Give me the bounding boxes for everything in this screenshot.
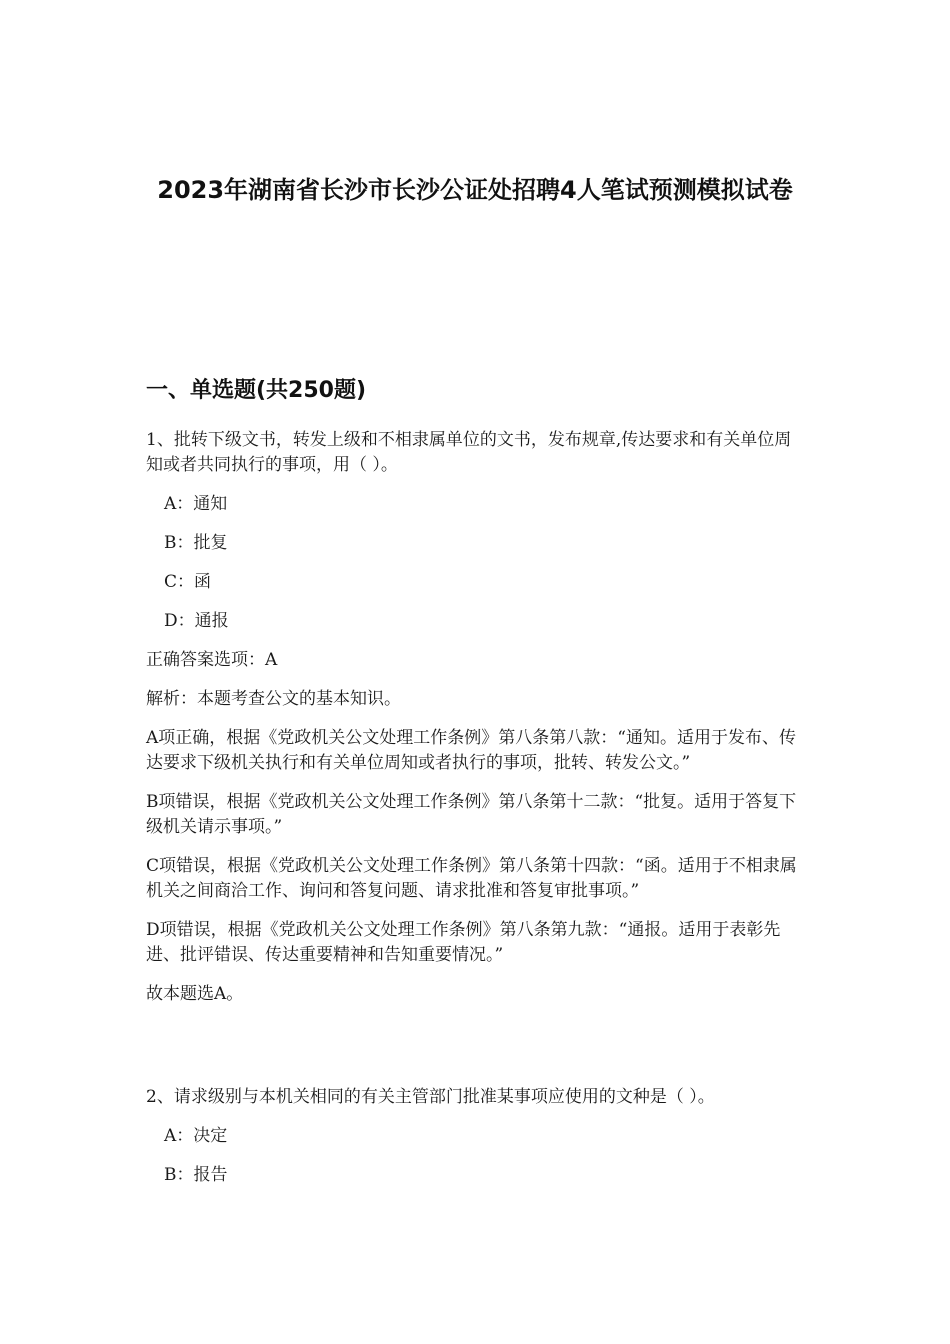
analysis-intro: 解析：本题考查公文的基本知识。 xyxy=(146,689,401,709)
option-a: A：决定 xyxy=(164,1126,228,1146)
document-title: 2023年湖南省长沙市长沙公证处招聘4人笔试预测模拟试卷 xyxy=(157,176,793,204)
question-stem: 2、请求级别与本机关相同的有关主管部门批准某事项应使用的文种是（ ）。 xyxy=(146,1087,715,1107)
analysis-option-a: A项正确，根据《党政机关公文处理工作条例》第八条第八款：“通知。适用于发布、传达要求下级机关执行和有关单位周知或者执行的事项，批转、转发公文。” xyxy=(146,728,796,773)
question-2 xyxy=(146,1085,806,1188)
option-b: B：批复 xyxy=(164,533,228,553)
analysis-option-b: B项错误，根据《党政机关公文处理工作条例》第八条第十二款：“批复。适用于答复下级机关请示事项。” xyxy=(146,792,797,837)
question-list xyxy=(146,428,806,1202)
option-a: A：通知 xyxy=(164,494,228,514)
option-c: C：函 xyxy=(164,572,212,592)
question-spacer xyxy=(146,1021,806,1085)
option-d: D：通报 xyxy=(164,611,229,631)
correct-answer: 正确答案选项：A xyxy=(146,650,278,670)
analysis-option-d: D项错误，根据《党政机关公文处理工作条例》第八条第九款：“通报。适用于表彰先进、批评错误、传达重要精神和告知重要情况。” xyxy=(146,920,781,965)
question-1 xyxy=(146,428,806,1007)
option-b: B：报告 xyxy=(164,1165,228,1185)
analysis-conclusion: 故本题选A。 xyxy=(146,984,244,1004)
analysis-option-c: C项错误，根据《党政机关公文处理工作条例》第八条第十四款：“函。适用于不相隶属机关之间商洽工作、询问和答复问题、请求批准和答复审批事项。” xyxy=(146,856,797,901)
question-stem: 1、批转下级文书，转发上级和不相隶属单位的文书，发布规章,传达要求和有关单位周知或者共同执行的事项，用（ ）。 xyxy=(146,430,792,475)
section-heading: 一、单选题(共250题) xyxy=(146,378,367,403)
